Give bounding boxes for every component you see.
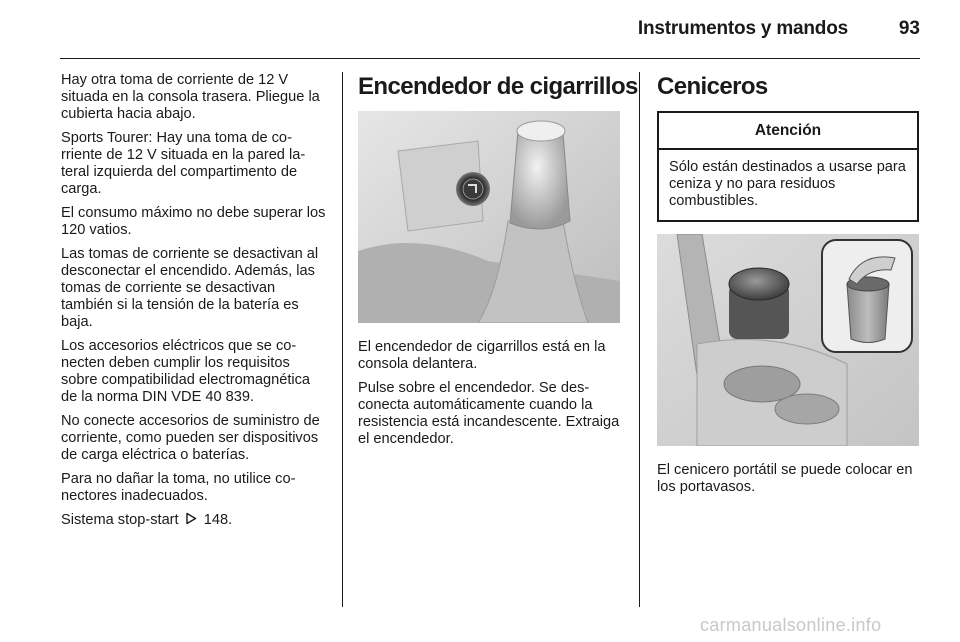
page-number: 93 <box>898 18 920 39</box>
cross-reference <box>61 512 326 529</box>
caution-heading: Atención <box>659 113 917 150</box>
page-header <box>60 14 920 50</box>
column-middle <box>358 72 638 455</box>
paragraph: Pulse sobre el encendedor. Se desconecta automáticamente cuando la resistencia está incandescente. Extraiga el encendedor. <box>358 380 620 447</box>
section-title: Encendedor de cigarrillos <box>358 73 638 100</box>
paragraph: El encendedor de cigarrillos está en la consola delantera. <box>358 339 606 372</box>
watermark: carmanualsonline.info <box>700 615 882 635</box>
ashtray-photo <box>657 234 919 446</box>
paragraph: El cenicero portátil se puede colocar en los portavasos. <box>657 462 913 495</box>
header-rule <box>60 58 920 59</box>
paragraph: Los accesorios eléctricos que se conecten deben cumplir los requisitos sobre compatibilidad electromagnética de la norma DIN VDE 40 839. <box>61 338 311 405</box>
paragraph: Para no dañar la toma, no utilice conectores inadecuados. <box>61 471 296 504</box>
column-left <box>61 72 326 536</box>
xref-text: Sistema stop-start <box>61 512 179 528</box>
header-title: Instrumentos y mandos <box>637 18 848 39</box>
column-divider <box>342 72 343 607</box>
paragraph: Sports Tourer: Hay una toma de corriente de 12 V situada en la pared lateral izquierda del compartimento de carga. <box>61 130 306 197</box>
cigarette-lighter-photo <box>358 111 620 323</box>
xref-page: 148. <box>203 512 233 528</box>
paragraph: El consumo máximo no debe superar los 120 vatios. <box>61 205 326 238</box>
column-right <box>657 72 919 503</box>
section-title: Ceniceros <box>657 73 768 100</box>
caution-text: Sólo están destinados a usarse para ceniza y no para residuos combustibles. <box>669 159 906 209</box>
arrow-right-triangle-icon <box>185 512 197 525</box>
paragraph: No conecte accesorios de suministro de corriente, como pueden ser dispositivos de carga eléctrica o baterías. <box>61 413 320 463</box>
paragraph: Hay otra toma de corriente de 12 V situada en la consola trasera. Pliegue la cubierta hacia abajo. <box>61 72 320 122</box>
paragraph: Las tomas de corriente se desactivan al desconectar el encendido. Además, las tomas de corriente se desactivan también si la tensión de la batería es baja. <box>61 246 319 330</box>
column-divider <box>639 72 640 607</box>
caution-box <box>657 111 919 222</box>
